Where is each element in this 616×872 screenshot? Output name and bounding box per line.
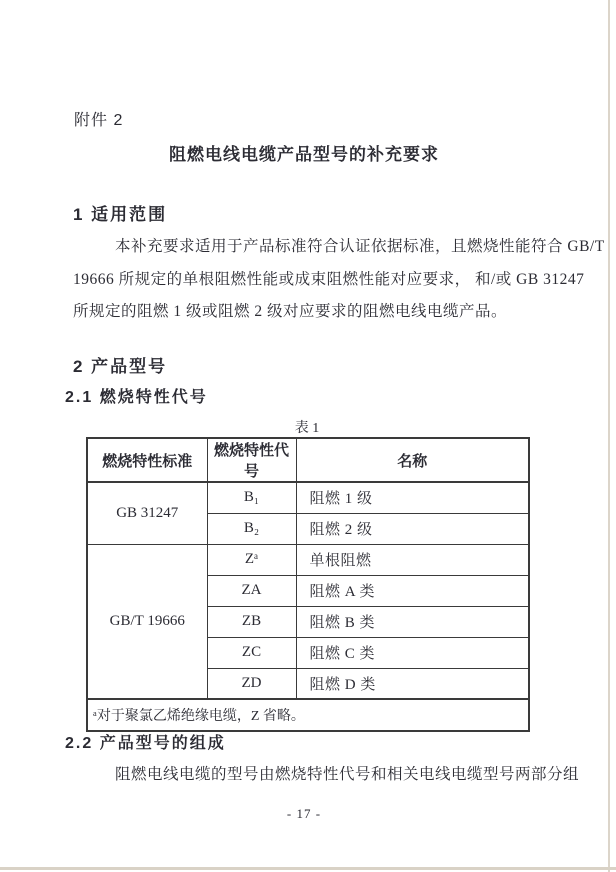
table-cell-name: 单根阻燃 [296, 544, 529, 575]
table-cell-code: ZC [207, 637, 296, 668]
attachment-label: 附件 2 [74, 112, 124, 129]
section-1-paragraph [73, 231, 605, 329]
table-cell-code: ZA [207, 575, 296, 606]
page-number: - 17 - [286, 806, 322, 821]
table-cell-code: Zᵃ [207, 544, 296, 575]
table-cell-name: 阻燃 C 类 [296, 637, 529, 668]
paragraph-line: 19666 所规定的单根阻燃性能或成束阻燃性能对应要求， 和/或 GB 31247 [73, 270, 585, 288]
flame-characteristic-table [86, 437, 530, 732]
table-footnote-row [87, 699, 529, 731]
table-cell-name: 阻燃 1 级 [296, 482, 529, 513]
table-caption: 表 1 [294, 421, 320, 436]
table-header-name: 名称 [296, 438, 529, 482]
paragraph-line: 本补充要求适用于产品标准符合认证依据标准，且燃烧性能符合 GB/T [115, 238, 605, 255]
page-right-edge [608, 0, 610, 872]
table-row [87, 482, 529, 513]
table-cell-code: B₁ [207, 482, 296, 513]
table-cell-code: ZD [207, 668, 296, 699]
table-cell-standard: GB 31247 [87, 482, 207, 544]
table-cell-name: 阻燃 2 级 [296, 513, 529, 544]
table-cell-standard: GB/T 19666 [87, 544, 207, 699]
section-2-2-heading: 2.2 产品型号的组成 [65, 735, 226, 752]
table-header-code: 燃烧特性代号 [207, 438, 296, 482]
table-footnote: ᵃ对于聚氯乙烯绝缘电缆，Z 省略。 [87, 699, 529, 731]
table-cell-code: ZB [207, 606, 296, 637]
section-1-heading: 1 适用范围 [73, 205, 168, 224]
table-cell-code: B₂ [207, 513, 296, 544]
table-row [87, 544, 529, 575]
table-cell-name: 阻燃 D 类 [296, 668, 529, 699]
table-cell-name: 阻燃 B 类 [296, 606, 529, 637]
section-2-1-heading: 2.1 燃烧特性代号 [65, 389, 208, 406]
document-title: 阻燃电线电缆产品型号的补充要求 [169, 145, 439, 164]
table-header-row [87, 438, 529, 482]
section-2-2-paragraph-line: 阻燃电线电缆的型号由燃烧特性代号和相关电线电缆型号两部分组 [115, 766, 580, 783]
page-bottom-edge [0, 867, 616, 870]
section-2-heading: 2 产品型号 [73, 357, 168, 376]
paragraph-line: 所规定的阻燃 1 级或阻燃 2 级对应要求的阻燃电线电缆产品。 [73, 303, 508, 320]
table-cell-name: 阻燃 A 类 [296, 575, 529, 606]
table-header-standard: 燃烧特性标准 [87, 438, 207, 482]
